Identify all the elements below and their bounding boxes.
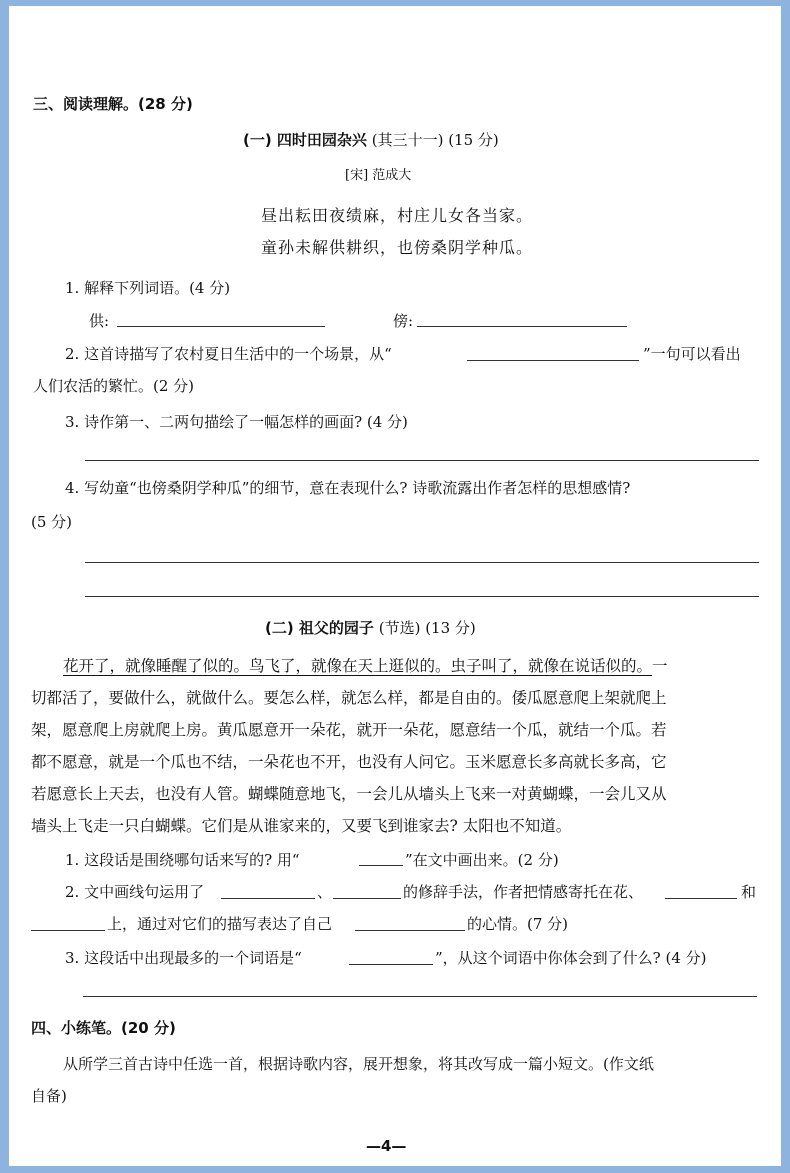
part1-question-4: 4. 写幼童“也傍桑阴学种瓜”的细节，意在表现什么? 诗歌流露出作者怎样的思想感情? xyxy=(65,479,631,497)
part2-q1-blank[interactable] xyxy=(359,865,403,866)
q1-word-1-label: 供: xyxy=(89,312,110,330)
q1-word-1-answer-blank[interactable] xyxy=(117,326,325,327)
passage-line-1 xyxy=(63,656,668,676)
part2-q2-blank-3[interactable] xyxy=(665,898,737,899)
q4-answer-line-2[interactable] xyxy=(85,596,759,597)
part2-question-2-end: 的心情。(7 分) xyxy=(467,915,569,933)
section4-text-line-1: 从所学三首古诗中任选一首，根据诗歌内容，展开想象，将其改写成一篇小短文。(作文纸 xyxy=(63,1055,654,1073)
part2-title-row xyxy=(265,618,476,638)
poem-author: [宋] 范成大 xyxy=(345,168,412,183)
part2-question-2-sep: 、 xyxy=(317,883,333,901)
part1-question-3: 3. 诗作第一、二两句描绘了一幅怎样的画面? (4 分) xyxy=(65,413,408,431)
worksheet-page xyxy=(9,6,781,1166)
part1-question-1: 1. 解释下列词语。(4 分) xyxy=(65,279,231,297)
part2-question-2-start: 2. 文中画线句运用了 xyxy=(65,883,205,901)
q1-word-2-answer-blank[interactable] xyxy=(417,326,627,327)
q1-word-2-label: 傍: xyxy=(393,312,414,330)
part1-question-2-cont: 人们农活的繁忙。(2 分) xyxy=(33,377,195,395)
part2-question-1-end: ”在文中画出来。(2 分) xyxy=(405,851,559,869)
q4-answer-line-1[interactable] xyxy=(85,562,759,563)
passage-line-5: 若愿意长上天去，也没有人管。蝴蝶随意地飞，一会儿从墙头上飞来一对黄蝴蝶，一会儿又从 xyxy=(31,785,667,803)
part2-q2-blank-1[interactable] xyxy=(221,898,315,899)
part2-title: (二) 祖父的园子 xyxy=(265,619,374,637)
part1-title-sub: (其三十一) (15 分) xyxy=(371,131,499,149)
section3-heading: 三、阅读理解。(28 分) xyxy=(33,95,193,113)
passage-underlined-sentences: 花开了，就像睡醒了似的。鸟飞了，就像在天上逛似的。虫子叫了，就像在说话似的。 xyxy=(63,657,653,675)
part2-question-3-start: 3. 这段话中出现最多的一个词语是“ xyxy=(65,949,302,967)
part2-q2-blank-2[interactable] xyxy=(333,898,401,899)
part1-title-row xyxy=(243,130,499,150)
page-number: —4— xyxy=(366,1137,407,1155)
part1-question-4-score: (5 分) xyxy=(31,513,73,531)
part2-question-1-start: 1. 这段话是围绕哪句话来写的? 用“ xyxy=(65,851,300,869)
part2-question-2-and: 和 xyxy=(741,883,757,901)
part2-q3-blank[interactable] xyxy=(349,964,433,965)
passage-line-1-end: 一 xyxy=(652,657,668,675)
part1-question-2-start: 2. 这首诗描写了农村夏日生活中的一个场景，从“ xyxy=(65,345,392,363)
part2-q3-answer-line[interactable] xyxy=(83,996,757,997)
part2-question-3-end: ”，从这个词语中你体会到了什么? (4 分) xyxy=(435,949,707,967)
part2-q2-blank-4[interactable] xyxy=(31,930,105,931)
part1-title: (一) 四时田园杂兴 xyxy=(243,131,367,149)
part2-question-2-mid: 的修辞手法，作者把情感寄托在花、 xyxy=(403,883,644,901)
section4-heading: 四、小练笔。(20 分) xyxy=(31,1019,176,1037)
part2-title-sub: (节选) (13 分) xyxy=(378,619,476,637)
section4-text-line-2: 自备) xyxy=(31,1087,67,1105)
part2-q2-blank-5[interactable] xyxy=(355,930,465,931)
passage-line-4: 都不愿意，就是一个瓜也不结，一朵花也不开，也没有人问它。玉米愿意长多高就长多高，它 xyxy=(31,753,667,771)
poem-line-2: 童孙未解供耕织，也傍桑阴学种瓜。 xyxy=(261,238,534,257)
passage-line-2: 切都活了，要做什么，就做什么。要怎么样，就怎么样，都是自由的。倭瓜愿意爬上架就爬上 xyxy=(31,689,667,707)
q2-answer-blank[interactable] xyxy=(467,360,639,361)
poem-line-1: 昼出耘田夜绩麻，村庄儿女各当家。 xyxy=(261,206,534,225)
part2-question-2-cont: 上，通过对它们的描写表达了自己 xyxy=(107,915,333,933)
part1-question-2-end: ”一句可以看出 xyxy=(643,345,741,363)
passage-line-6: 墙头上飞走一只白蝴蝶。它们是从谁家来的，又要飞到谁家去? 太阳也不知道。 xyxy=(31,817,572,835)
passage-line-3: 架，愿意爬上房就爬上房。黄瓜愿意开一朵花，就开一朵花，愿意结一个瓜，就结一个瓜。若 xyxy=(31,721,667,739)
q3-answer-line[interactable] xyxy=(85,460,759,461)
